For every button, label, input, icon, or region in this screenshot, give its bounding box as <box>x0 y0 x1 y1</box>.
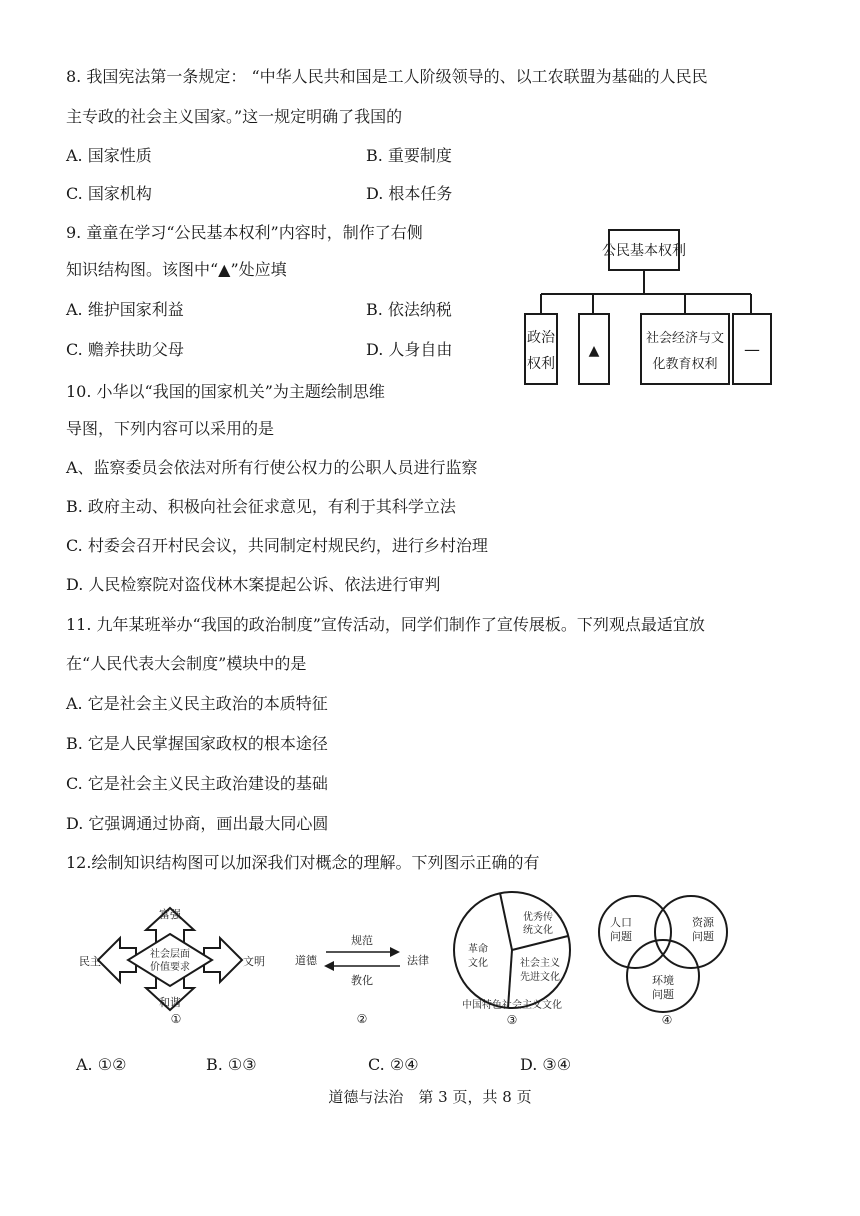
q8-stem-line1: 8. 我国宪法第一条规定： “中华人民共和国是工人阶级领导的、以工农联盟为基础的人民民 <box>66 67 708 86</box>
fig4-c3-l2: 问题 <box>652 988 674 1001</box>
q10-option-d: D. 人民检察院对盗伐林木案提起公诉、依法进行审判 <box>66 575 441 594</box>
q12-option-c: C. ②④ <box>368 1055 419 1074</box>
fig3-s2-l2: 文化 <box>468 958 488 969</box>
q12-option-a: A. ①② <box>76 1055 127 1074</box>
q10-option-b: B. 政府主动、积极向社会征求意见，有利于其科学立法 <box>66 497 456 516</box>
fig3-s2-l1: 革命 <box>468 944 488 955</box>
q9-option-b: B. 依法纳税 <box>366 300 452 319</box>
q11-option-c: C. 它是社会主义民主政治建设的基础 <box>66 774 328 793</box>
fig2-top-label: 规范 <box>351 934 373 947</box>
fig4-number: ④ <box>661 1013 673 1027</box>
q10-option-c: C. 村委会召开村民会议，共同制定村规民约，进行乡村治理 <box>66 536 488 555</box>
q9-stem-line1: 9. 童童在学习“公民基本权利”内容时，制作了右侧 <box>66 223 423 242</box>
diagram-root-text: 公民基本权利 <box>602 243 686 259</box>
diagram-box-political <box>525 314 557 384</box>
fig1-right-label: 文明 <box>243 955 265 968</box>
q11-option-a: A. 它是社会主义民主政治的本质特征 <box>66 694 328 713</box>
fig1-top-label: 富强 <box>159 908 181 921</box>
q8-option-a: A. 国家性质 <box>66 146 152 165</box>
q12-option-b: B. ①③ <box>206 1055 257 1074</box>
fig4-c1-l2: 问题 <box>610 930 632 943</box>
fig2-right-label: 法律 <box>407 954 429 967</box>
q10-stem-line1: 10. 小华以“我国的国家机关”为主题绘制思维 <box>66 382 385 401</box>
q11-stem-line2: 在“人民代表大会制度”模块中的是 <box>66 654 307 673</box>
fig4-c1-l1: 人口 <box>610 916 632 929</box>
q8-stem-line2: 主专政的社会主义国家。”这一规定明确了我国的 <box>66 107 403 126</box>
q10-stem-line2: 导图，下列内容可以采用的是 <box>66 419 275 438</box>
fig2-bottom-label: 教化 <box>351 974 373 987</box>
diagram-socioeconomic-l2: 化教育权利 <box>652 357 718 372</box>
q12-figure-1 <box>76 900 266 1030</box>
q12-figure-4 <box>585 890 750 1030</box>
q12-stem: 12.绘制知识结构图可以加深我们对概念的理解。下列图示正确的有 <box>66 853 540 872</box>
fig1-left-label: 民主 <box>79 955 101 968</box>
fig3-caption: 中国特色社会主义文化 <box>462 1000 562 1011</box>
q9-stem-line2: 知识结构图。该图中“▲”处应填 <box>66 260 287 279</box>
fig4-c2-l2: 问题 <box>692 930 714 943</box>
fig1-bottom-label: 和谐 <box>159 996 181 1009</box>
q12-figure-2 <box>290 900 440 1030</box>
fig2-left-label: 道德 <box>295 954 317 967</box>
q12-option-d: D. ③④ <box>520 1055 572 1074</box>
fig1-number: ① <box>170 1012 182 1026</box>
fig3-number: ③ <box>506 1013 518 1027</box>
q11-option-b: B. 它是人民掌握国家政权的根本途径 <box>66 734 328 753</box>
diagram-socioeconomic-l1: 社会经济与文 <box>645 331 725 346</box>
q9-option-a: A. 维护国家利益 <box>66 300 184 319</box>
diagram-dash: — <box>744 340 760 359</box>
q11-option-d: D. 它强调通过协商，画出最大同心圆 <box>66 814 329 833</box>
fig1-center-l1: 社会层面 <box>150 949 190 960</box>
q12-figure-3 <box>440 890 590 1030</box>
fig3-s1-l1: 优秀传 <box>523 912 553 923</box>
q8-option-b: B. 重要制度 <box>366 146 452 165</box>
q11-stem-line1: 11. 九年某班举办“我国的政治制度”宣传活动，同学们制作了宣传展板。下列观点最适宜放 <box>66 615 705 634</box>
page-footer: 道德与法治 第 3 页，共 8 页 <box>328 1088 532 1106</box>
q10-option-a: A、监察委员会依法对所有行使公权力的公职人员进行监察 <box>66 458 478 477</box>
diagram-political-l1: 政治 <box>527 330 555 346</box>
q8-option-d: D. 根本任务 <box>366 184 453 203</box>
q9-option-d: D. 人身自由 <box>366 340 453 359</box>
fig1-center-l2: 价值要求 <box>150 962 190 973</box>
diagram-triangle: ▲ <box>588 343 600 359</box>
diagram-political-l2: 权利 <box>527 356 555 372</box>
rights-structure-diagram <box>515 222 785 394</box>
fig4-c2-l1: 资源 <box>692 916 714 929</box>
fig3-s1-l2: 统文化 <box>523 925 553 936</box>
fig2-number: ② <box>356 1012 368 1026</box>
q9-option-c: C. 赡养扶助父母 <box>66 340 184 359</box>
fig3-s3-l2: 先进文化 <box>520 972 560 983</box>
diagram-box-socioeconomic <box>641 314 729 384</box>
fig4-c3-l1: 环境 <box>652 974 674 987</box>
fig3-s3-l1: 社会主义 <box>520 958 560 969</box>
q8-option-c: C. 国家机构 <box>66 184 152 203</box>
